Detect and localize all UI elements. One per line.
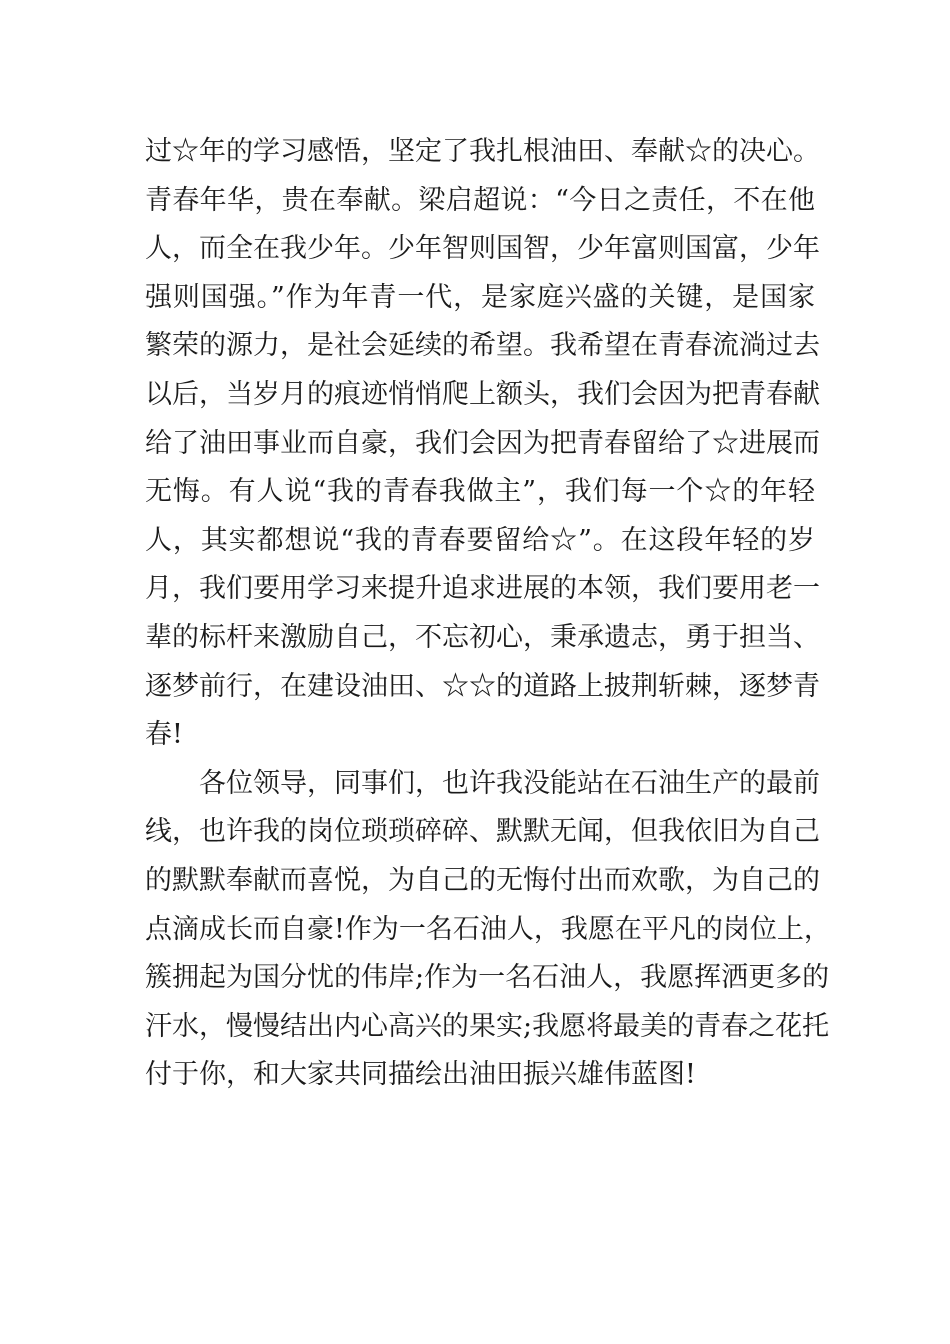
text-line: 线，也许我的岗位琐琐碎碎、默默无闻，但我依旧为自己 bbox=[145, 816, 820, 848]
text-line: 簇拥起为国分忧的伟岸;作为一名石油人，我愿挥洒更多的 bbox=[145, 962, 830, 994]
text-line: 逐梦前行，在建设油田、☆☆的道路上披荆斩棘，逐梦青 bbox=[145, 670, 820, 702]
text-line: 春! bbox=[145, 719, 183, 751]
text-line: 人，而全在我少年。少年智则国智，少年富则国富，少年 bbox=[145, 233, 820, 265]
text-line: 人，其实都想说“我的青春要留给☆”。在这段年轻的岁 bbox=[145, 524, 815, 556]
text-line: 给了油田事业而自豪，我们会因为把青春留给了☆进展而 bbox=[145, 427, 820, 459]
text-line: 的默默奉献而喜悦，为自己的无悔付出而欢歌，为自己的 bbox=[145, 864, 820, 896]
paragraph-1 bbox=[145, 128, 820, 760]
text-line: 辈的标杆来激励自己，不忘初心，秉承遗志，勇于担当、 bbox=[145, 621, 820, 653]
paragraph-2 bbox=[145, 760, 831, 1100]
text-line: 强则国强。”作为年青一代，是家庭兴盛的关键，是国家 bbox=[145, 281, 815, 313]
text-line: 无悔。有人说“我的青春我做主”，我们每一个☆的年轻 bbox=[145, 476, 815, 508]
text-line: 各位领导，同事们，也许我没能站在石油生产的最前 bbox=[199, 767, 820, 799]
text-line: 过☆年的学习感悟，坚定了我扎根油田、奉献☆的决心。 bbox=[145, 136, 820, 167]
text-line: 付于你，和大家共同描绘出油田振兴雄伟蓝图! bbox=[145, 1059, 696, 1091]
text-line: 以后，当岁月的痕迹悄悄爬上额头，我们会因为把青春献 bbox=[145, 378, 820, 410]
text-line: 月，我们要用学习来提升追求进展的本领，我们要用老一 bbox=[145, 573, 820, 605]
text-line: 汗水，慢慢结出内心高兴的果实;我愿将最美的青春之花托 bbox=[145, 1010, 830, 1042]
text-line: 繁荣的源力，是社会延续的希望。我希望在青春流淌过去 bbox=[145, 330, 820, 362]
text-line: 青春年华，贵在奉献。梁启超说：“今日之责任，不在他 bbox=[145, 184, 815, 216]
text-line: 点滴成长而自豪!作为一名石油人，我愿在平凡的岗位上， bbox=[145, 913, 831, 945]
body-text bbox=[145, 128, 831, 1100]
